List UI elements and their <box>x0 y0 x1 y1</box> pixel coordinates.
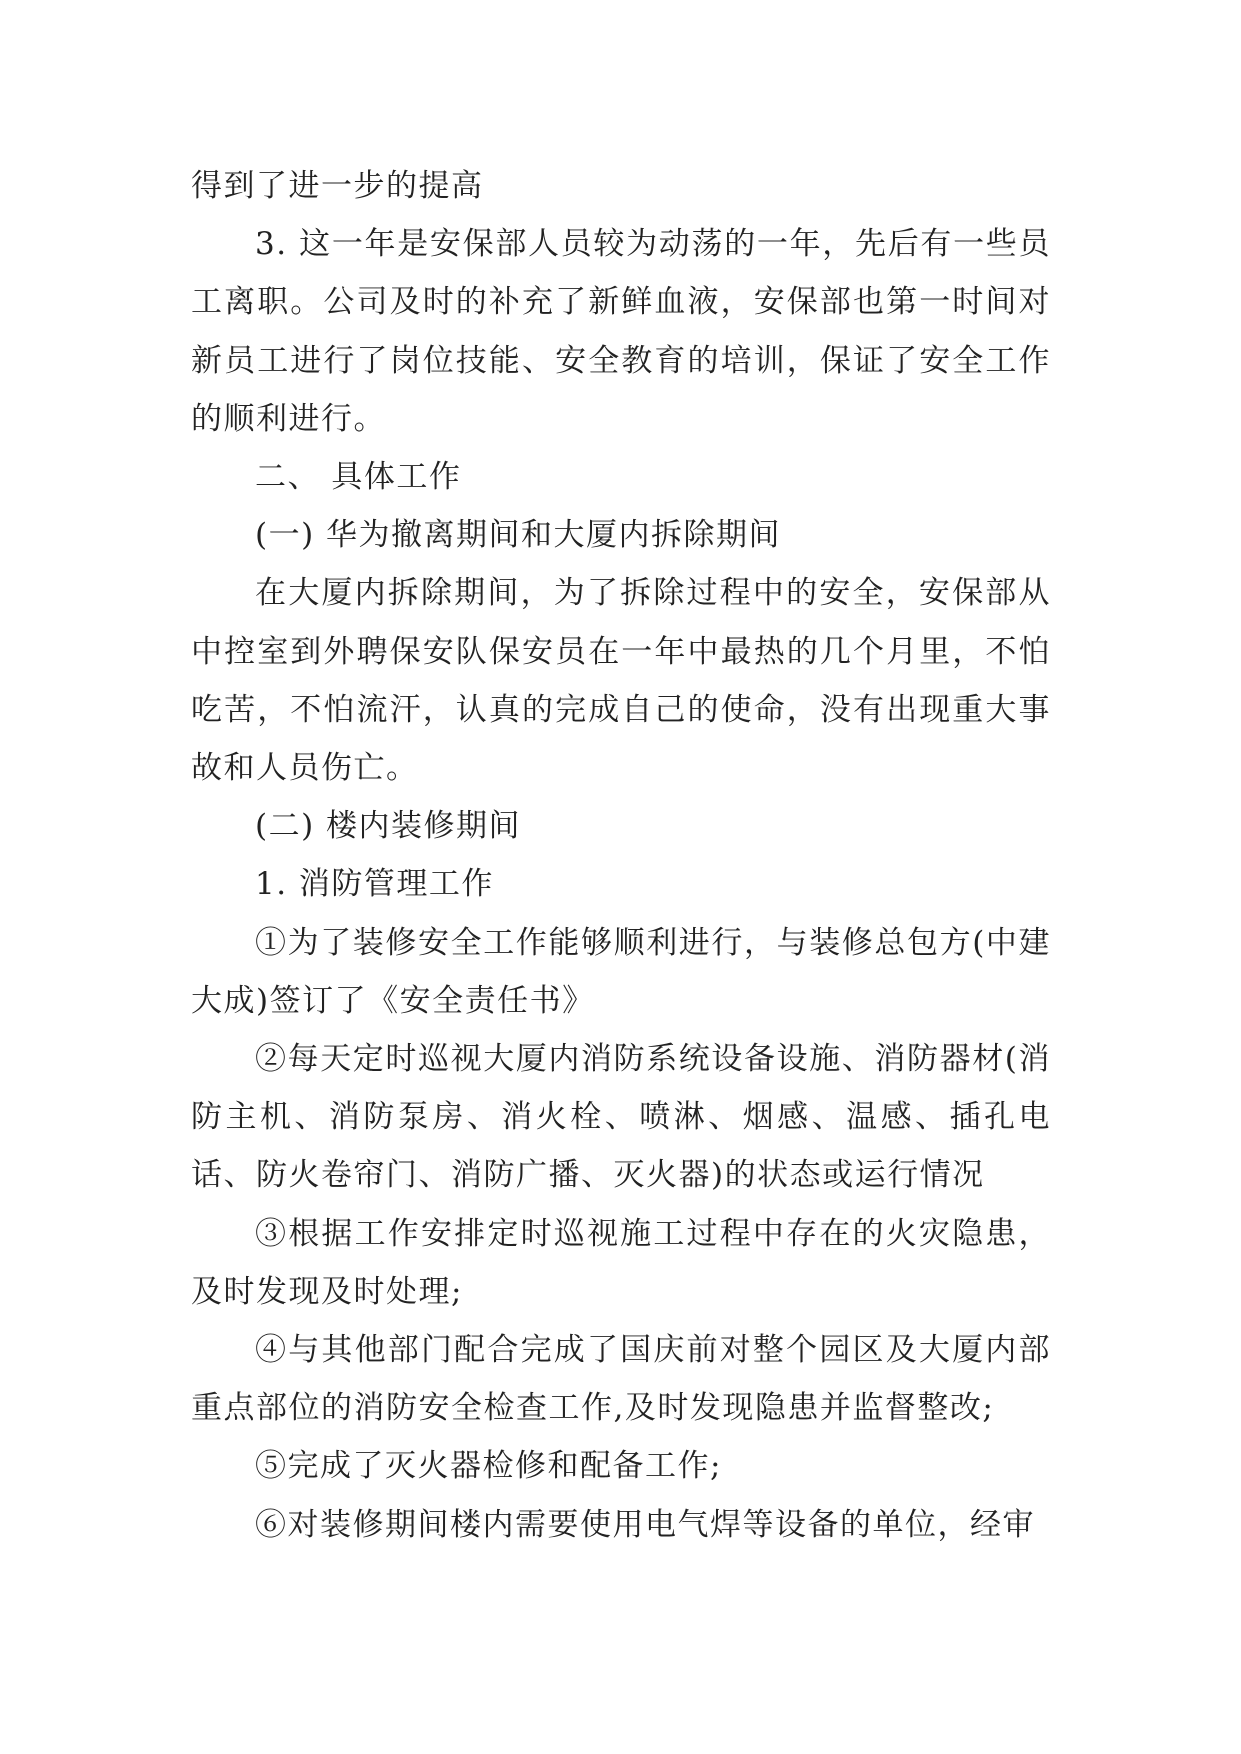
list-item-5: ⑤完成了灭火器检修和配备工作; <box>255 1448 722 1485</box>
item-heading-fire-management: 1. 消防管理工作 <box>255 866 494 903</box>
list-item-1: ①为了装修安全工作能够顺利进行，与装修总包方(中建大成)签订了《安全责任书》 <box>191 924 1051 1019</box>
subsection-heading-2: (二) 楼内装修期间 <box>255 808 522 845</box>
document-body <box>191 157 1051 1554</box>
paragraph-demolition: 在大厦内拆除期间，为了拆除过程中的安全，安保部从中控室到外聘保安队保安员在一年中最热的几个月里，不怕吃苦，不怕流汗，认真的完成自己的使命，没有出现重大事故和人员伤亡。 <box>191 575 1051 787</box>
list-item-4: ④与其他部门配合完成了国庆前对整个园区及大厦内部重点部位的消防安全检查工作,及时发现隐患并监督整改; <box>191 1332 1051 1427</box>
paragraph-item-3: 3. 这一年是安保部人员较为动荡的一年，先后有一些员工离职。公司及时的补充了新鲜血液，安保部也第一时间对新员工进行了岗位技能、安全教育的培训，保证了安全工作的顺利进行。 <box>191 226 1051 437</box>
section-heading-2: 二、 具体工作 <box>255 459 462 496</box>
subsection-heading-1: (一) 华为撤离期间和大厦内拆除期间 <box>255 517 782 554</box>
list-item-2: ②每天定时巡视大厦内消防系统设备设施、消防器材(消防主机、消防泵房、消火栓、喷淋、烟感、温感、插孔电话、防火卷帘门、消防广播、灭火器)的状态或运行情况 <box>191 1041 1051 1194</box>
list-item-6: ⑥对装修期间楼内需要使用电气焊等设备的单位，经审 <box>255 1506 1035 1543</box>
paragraph-continuation: 得到了进一步的提高 <box>191 168 484 204</box>
list-item-3: ③根据工作安排定时巡视施工过程中存在的火灾隐患，及时发现及时处理; <box>191 1215 1051 1310</box>
